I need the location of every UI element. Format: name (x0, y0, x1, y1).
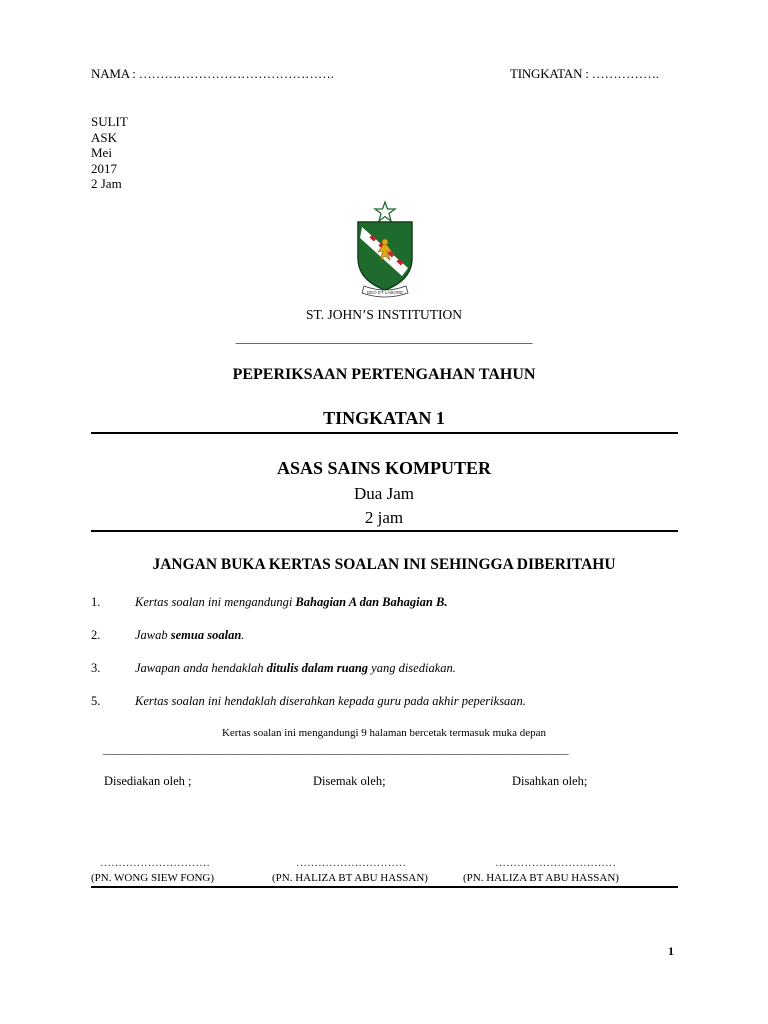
form-field-label: TINGKATAN : ……………. (510, 66, 659, 81)
instruction-bold: ditulis dalam ruang (266, 661, 369, 675)
instruction-text-end: yang disediakan. (368, 661, 456, 675)
school-crest-icon (350, 200, 420, 300)
instruction-item (91, 694, 691, 714)
name-field-label: NAMA : ………………………………………. (91, 66, 334, 81)
meta-line: SULIT (91, 114, 128, 129)
note-underline: _____________________________________________________________________________________________ (103, 744, 568, 756)
instruction-bold: Bahagian A dan Bahagian B. (295, 595, 448, 609)
prepared-by-label: Disediakan oleh ; (104, 774, 192, 788)
exam-duration-words: Dua Jam (354, 484, 414, 503)
exam-duration: 2 jam (364, 508, 404, 527)
divider (91, 432, 678, 434)
divider (91, 886, 678, 888)
instruction-text: Jawapan anda hendaklah (135, 661, 267, 675)
instruction-number: 2. (91, 628, 101, 642)
instruction-text: Jawab (135, 628, 171, 642)
crest-motto: DEO ET LABORE (366, 290, 404, 295)
instruction-text: Kertas soalan ini mengandungi (135, 595, 296, 609)
instruction-number: 5. (91, 694, 101, 708)
instruction-text-end: . (241, 628, 245, 642)
signatory-name: (PN. HALIZA BT ABU HASSAN) (272, 872, 428, 884)
exam-warning: JANGAN BUKA KERTAS SOALAN INI SEHINGGA DIBERITAHU (152, 556, 616, 573)
instruction-number: 3. (91, 661, 101, 675)
exam-subject: ASAS SAINS KOMPUTER (276, 458, 492, 478)
signature-line: …………………………… (495, 857, 616, 869)
instruction-text: Kertas soalan ini hendaklah diserahkan kepada guru pada akhir peperiksaan. (135, 694, 526, 708)
divider (91, 530, 678, 532)
signature-line: ………………………… (100, 857, 210, 869)
meta-line: 2 Jam (91, 176, 122, 191)
page-count-note: Kertas soalan ini mengandungi 9 halaman bercetak termasuk muka depan (221, 727, 547, 739)
meta-block (91, 114, 128, 192)
school-name: ST. JOHN’S INSTITUTION (305, 307, 463, 322)
instruction-number: 1. (91, 595, 101, 609)
meta-line: ASK (91, 129, 118, 145)
exam-title: PEPERIKSAAN PERTENGAHAN TAHUN (232, 366, 536, 383)
instruction-bold: semua soalan (170, 628, 242, 642)
meta-line: 2017 (91, 160, 117, 176)
instruction-item (91, 661, 691, 681)
signatory-name: (PN. WONG SIEW FONG) (91, 872, 215, 884)
approved-by-label: Disahkan oleh; (512, 774, 588, 788)
signature-line: ………………………… (296, 857, 406, 869)
signatory-name: (PN. HALIZA BT ABU HASSAN) (463, 872, 619, 884)
instruction-item (91, 595, 691, 615)
school-name-underline: ____________________________________________________ (235, 331, 533, 345)
page-number: 1 (668, 944, 674, 958)
checked-by-label: Disemak oleh; (313, 774, 386, 788)
exam-form: TINGKATAN 1 (323, 408, 445, 428)
instruction-item (91, 628, 691, 648)
meta-line: Mei (91, 145, 112, 160)
